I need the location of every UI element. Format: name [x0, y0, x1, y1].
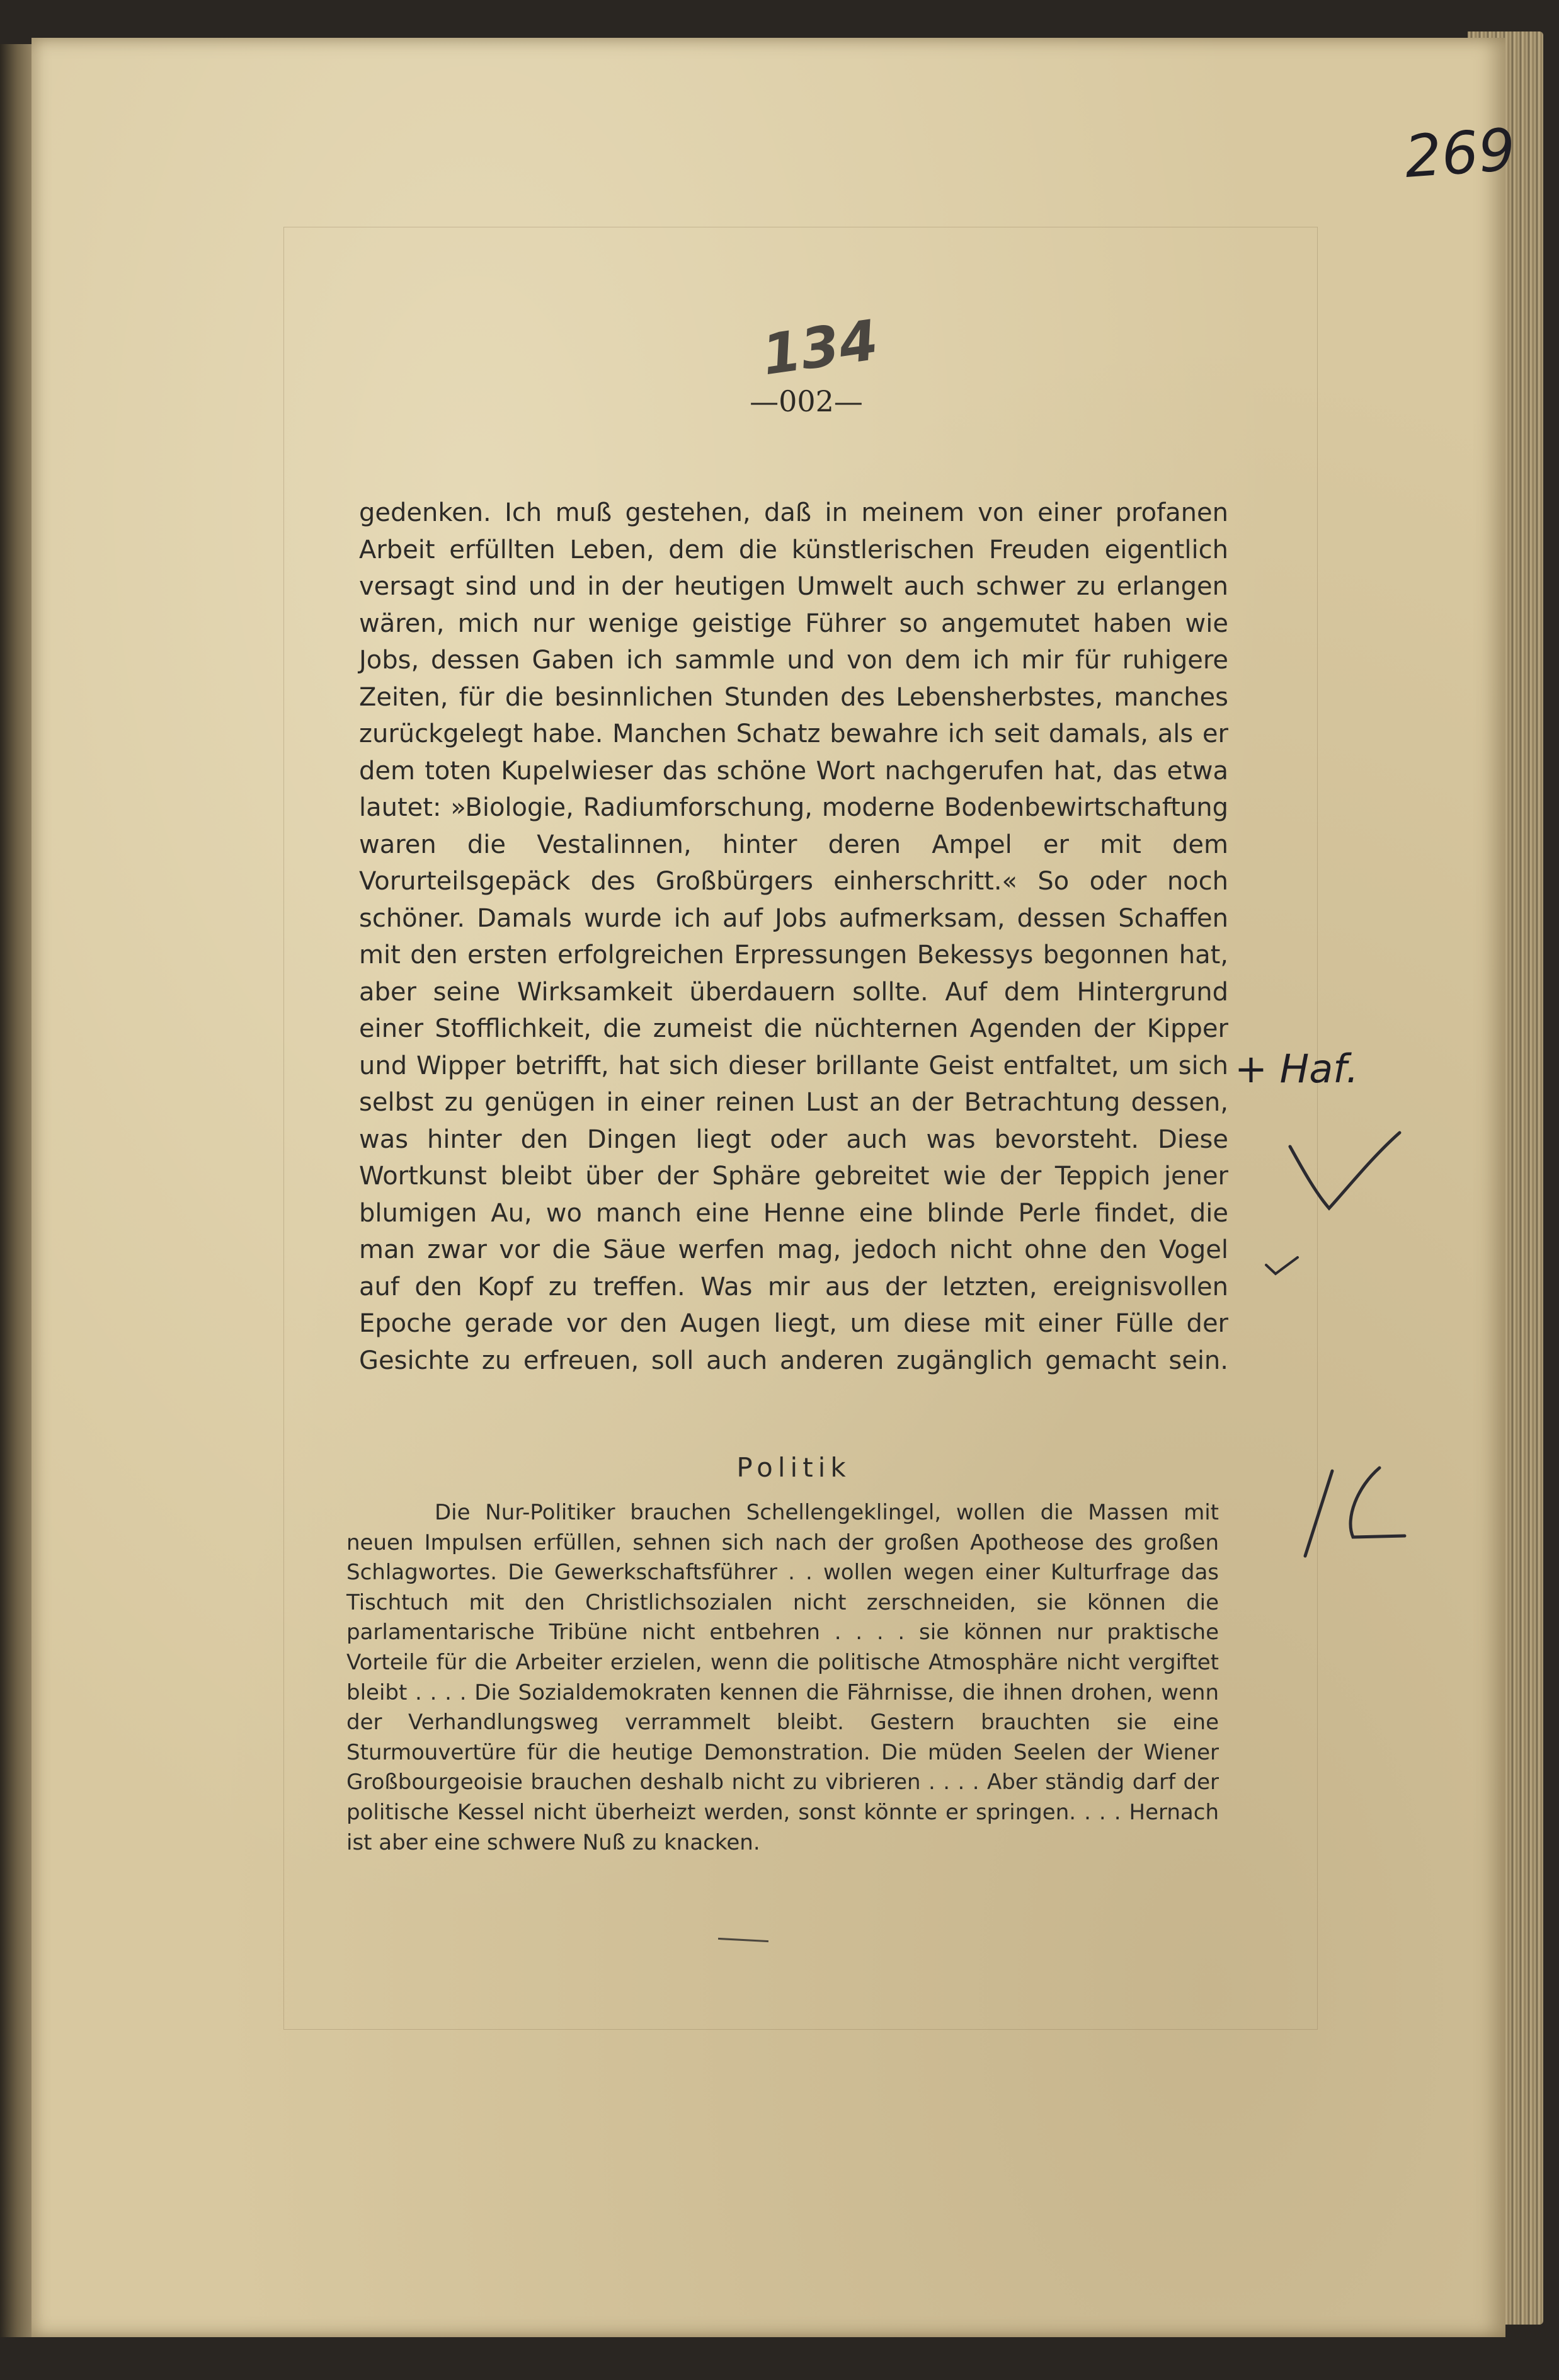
archive-page-number: 269	[1402, 116, 1518, 191]
page-marker: —002—	[750, 384, 863, 418]
body-paragraph: gedenken. Ich muß gestehen, daß in meinem von einer profanen Arbeit erfüllten Leben, dem die künstlerischen Freuden eigentlich versagt sind und in der heutigen Umwelt auch schwer zu erlangen wären, mich nur wenige geistige Führer so angemutet haben wie Jobs, dessen Gaben ich sammle und von dem ich mir für ruhigere Zeiten, für die besinnlichen Stunden des Lebensherbstes, manches zurückgelegt habe. Manchen Schatz bewahre ich seit damals, als er dem toten Kupelwieser das schöne Wort nachgerufen hat, das etwa lautet: »Biologie, Radiumforschung, moderne Bodenbewirtschaftung waren die Vestalinnen, hinter deren Ampel er mit dem Vorurteilsgepäck des Großbürgers einherschritt.« So oder noch schöner. Damals wurde ich auf Jobs aufmerksam, dessen Schaffen mit den ersten erfolgreichen Erpressungen Bekessys begonnen hat, aber seine Wirksamkeit überdauern sollte. Auf dem Hintergrund einer Stofflichkeit, die zumeist die nüchternen Agenden der Kipper und Wipper betrifft, hat sich dieser brillante Geist entfaltet, um sich selbst zu genügen in einer reinen Lust an der Betrachtung dessen, was hinter den Dingen liegt oder auch was bevorsteht. Diese Wortkunst bleibt über der Sphäre gebreitet wie der Teppich jener blumigen Au, wo manch eine Henne eine blinde Perle findet, die man zwar vor die Säue werfen mag, jedoch nicht ohne den Vogel auf den Kopf zu treffen. Was mir aus der letzten, ereignisvollen Epoche gerade vor den Augen liegt, um diese mit einer Fülle der Gesichte zu erfreuen, soll auch anderen zugänglich gemacht sein.	[359, 498, 1228, 1375]
section-text: Die Nur-Politiker brauchen Schellengeklingel, wollen die Massen mit neuen Impulsen erfüllen, sehnen sich nach der großen Apotheose des großen Schlagwortes. Die Gewerkschaftsführer . . wollen wegen einer Kulturfrage das Tischtuch mit den Christlichsozialen nicht zerschneiden, sie können die parlamentarische Tribüne nicht entbehren . . . . sie können nur praktische Vorteile für die Arbeiter erzielen, wenn die politische Atmosphäre nicht vergiftet bleibt . . . . Die Sozialdemokraten kennen die Fährnisse, die ihnen drohen, wenn der Verhandlungsweg verrammelt bleibt. Gestern brauchten sie eine Sturmouvertüre für die heutige Demonstration. Die müden Seelen der Wiener Großbourgeoisie brauchen deshalb nicht zu vibrieren . . . . Aber ständig darf der politische Kessel nicht überheizt werden, sonst könnte er springen. . . . Hernach ist aber eine schwere Nuß zu knacken.	[346, 1500, 1219, 1855]
margin-checkmark-icon	[1285, 1128, 1405, 1216]
section-title: Politik	[736, 1452, 851, 1483]
small-tick-icon	[1263, 1254, 1301, 1279]
pencil-page-number: 134	[758, 307, 882, 388]
margin-mark-icon	[1298, 1462, 1411, 1562]
margin-correction-note: + Haf.	[1235, 1046, 1359, 1092]
